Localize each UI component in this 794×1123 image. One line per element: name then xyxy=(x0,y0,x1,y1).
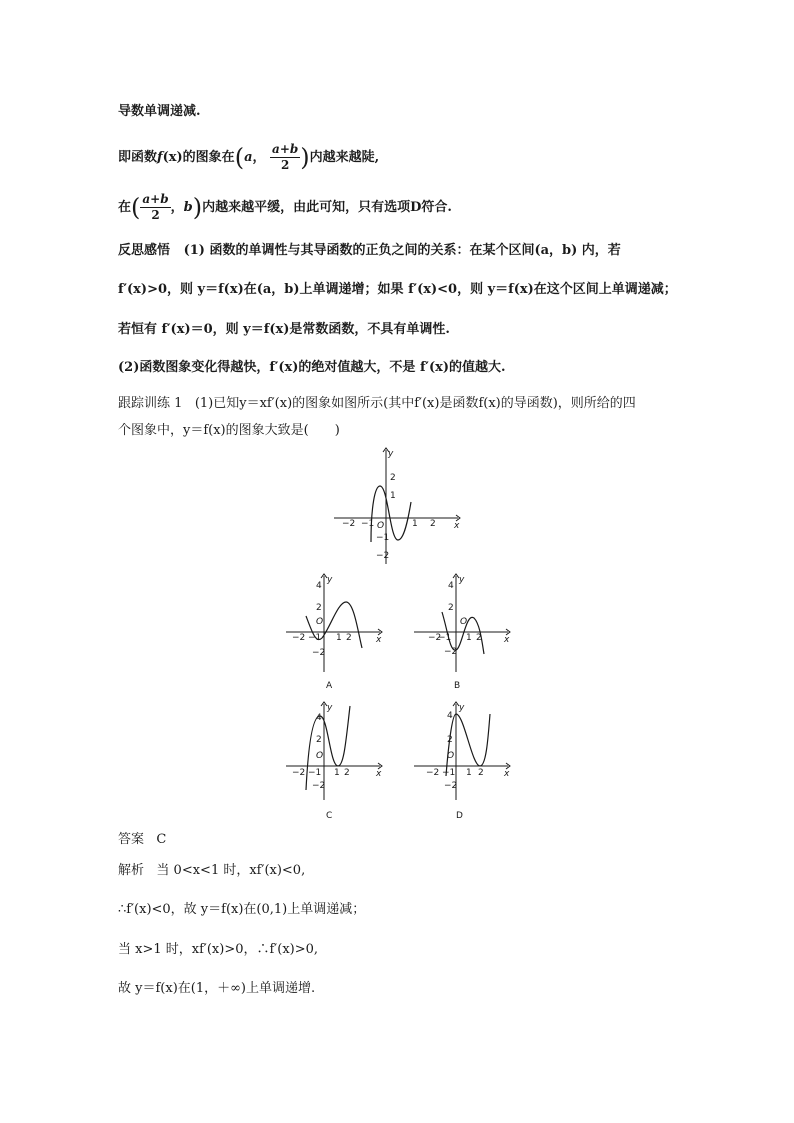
y-tick-label: −2 xyxy=(312,648,326,658)
text-span: ， xyxy=(170,200,184,215)
text-line-2 xyxy=(118,142,379,173)
text-line-6: 若恒有 f′(x)＝0，则 y＝f(x)是常数函数，不具有单调性. xyxy=(118,322,450,337)
y-tick-label: 4 xyxy=(448,581,454,591)
text-line-3 xyxy=(118,192,452,223)
fraction-denominator: 2 xyxy=(151,208,160,222)
text-span: ， xyxy=(252,150,266,165)
x-tick-label: −2 xyxy=(342,519,356,529)
x-tick-label: 1 xyxy=(336,633,342,643)
x-tick-label: −2 xyxy=(426,768,440,778)
origin-label: O xyxy=(460,617,468,627)
text-span: 内越来越陡, xyxy=(309,150,380,165)
x-axis-label: x xyxy=(376,769,382,779)
x-tick-label: −1 xyxy=(442,768,456,778)
y-tick-label: −2 xyxy=(444,647,458,657)
text-span: b xyxy=(183,200,193,215)
text-span: 的图象在 xyxy=(182,150,235,165)
explanation-line-3: 当 x>1 时，xf′(x)>0，∴f′(x)>0, xyxy=(118,942,319,957)
origin-label: O xyxy=(447,751,455,761)
answer-label: 答案 xyxy=(118,832,145,847)
x-tick-label: 1 xyxy=(466,768,472,778)
section-label: 反思感悟 xyxy=(118,243,171,258)
y-tick-label: −1 xyxy=(376,533,390,543)
x-tick-label: −2 xyxy=(428,633,442,643)
x-tick-label: 2 xyxy=(430,519,436,529)
explanation-label: 解析 xyxy=(118,863,145,878)
figure-caption: C xyxy=(326,811,333,821)
option-c-figure xyxy=(282,700,386,822)
y-tick-label: 4 xyxy=(316,581,322,591)
answer-value: C xyxy=(156,832,167,847)
main-figure xyxy=(330,446,465,568)
x-tick-label: 1 xyxy=(412,519,418,529)
y-tick-label: 2 xyxy=(316,603,322,613)
y-tick-label: −2 xyxy=(444,781,458,791)
text-line-5: f′(x)>0，则 y＝f(x)在(a，b)上单调递增；如果 f′(x)<0，则 y＝f(x)在这个区间上单调递减； xyxy=(118,282,677,297)
fraction-denominator: 2 xyxy=(280,158,290,172)
x-tick-label: −1 xyxy=(308,633,322,643)
option-a-figure xyxy=(282,572,386,692)
x-tick-label: −2 xyxy=(292,633,306,643)
x-tick-label: −1 xyxy=(438,633,452,643)
y-tick-label: 4 xyxy=(447,711,453,721)
fraction-numerator: a+b xyxy=(272,142,299,156)
y-tick-label: 2 xyxy=(316,735,322,745)
curve xyxy=(446,714,490,776)
right-paren: ) xyxy=(192,193,203,222)
x-tick-label: 2 xyxy=(478,768,484,778)
x-axis-label: x xyxy=(504,635,510,645)
explanation-line-2: ∴f′(x)<0，故 y＝f(x)在(0,1)上单调递减； xyxy=(118,902,366,917)
explanation-line-1 xyxy=(118,861,305,881)
origin-label: O xyxy=(316,751,324,761)
text-span: 即函数 xyxy=(118,150,158,165)
x-axis-label: x xyxy=(454,521,460,531)
x-axis-label: x xyxy=(376,635,382,645)
answer-line xyxy=(118,830,166,850)
text-span: (1)已知y＝xf′(x)的图象如图所示(其中f′(x)是函数f(x)的导函数)，则所给的四 xyxy=(194,396,636,411)
y-axis-label: y xyxy=(388,449,394,459)
text-span: 在 xyxy=(118,200,132,215)
option-d-figure xyxy=(410,700,514,822)
left-paren: ( xyxy=(234,143,245,172)
left-paren: ( xyxy=(131,193,141,222)
x-tick-label: −1 xyxy=(308,768,322,778)
origin-label: O xyxy=(377,521,385,531)
y-axis-label: y xyxy=(459,575,465,585)
text-span: (1) 函数的单调性与其导函数的正负之间的关系：在某个区间(a，b) 内，若 xyxy=(183,243,621,258)
explanation-line-4: 故 y＝f(x)在(1，＋∞)上单调递增. xyxy=(118,981,316,996)
option-b-figure xyxy=(410,572,514,692)
x-tick-label: 2 xyxy=(476,633,482,643)
text-span: (x) xyxy=(162,150,183,165)
text-span: f xyxy=(157,150,163,165)
text-line-8 xyxy=(118,394,636,414)
fraction xyxy=(140,192,170,223)
x-tick-label: 1 xyxy=(466,633,472,643)
text-line-7: (2)函数图象变化得越快，f′(x)的绝对值越大，不是 f′(x)的值越大. xyxy=(118,360,506,375)
y-tick-label: −2 xyxy=(376,551,390,561)
text-span: 内越来越平缓，由此可知，只有选项D符合. xyxy=(202,200,452,215)
origin-label: O xyxy=(316,617,324,627)
text-line-4 xyxy=(118,241,621,261)
fraction-numerator: a+b xyxy=(142,192,169,206)
y-tick-label: −2 xyxy=(312,781,326,791)
text-span: 当 0<x<1 时，xf′(x)<0, xyxy=(156,863,306,878)
figure-caption: D xyxy=(456,811,463,821)
x-tick-label: −1 xyxy=(361,519,375,529)
x-tick-label: 1 xyxy=(334,768,340,778)
figure-caption: A xyxy=(326,681,333,691)
y-axis-label: y xyxy=(459,703,465,713)
y-tick-label: 4 xyxy=(316,713,322,723)
y-tick-label: 1 xyxy=(390,491,396,501)
text-line-9: 个图象中，y＝f(x)的图象大致是( ) xyxy=(118,423,340,438)
y-tick-label: 2 xyxy=(390,473,396,483)
y-axis-label: y xyxy=(327,703,333,713)
right-paren: ) xyxy=(300,143,310,172)
x-tick-label: 2 xyxy=(346,633,352,643)
text-line-1: 导数单调递减. xyxy=(118,104,201,119)
section-label: 跟踪训练 1 xyxy=(118,396,183,411)
x-tick-label: 2 xyxy=(344,768,350,778)
y-axis-label: y xyxy=(327,575,333,585)
x-tick-label: −2 xyxy=(292,768,306,778)
figure-caption: B xyxy=(454,681,461,691)
y-tick-label: 2 xyxy=(447,735,453,745)
fraction xyxy=(270,142,300,173)
y-tick-label: 2 xyxy=(448,603,454,613)
x-axis-label: x xyxy=(504,769,510,779)
text-span: a xyxy=(244,150,253,165)
